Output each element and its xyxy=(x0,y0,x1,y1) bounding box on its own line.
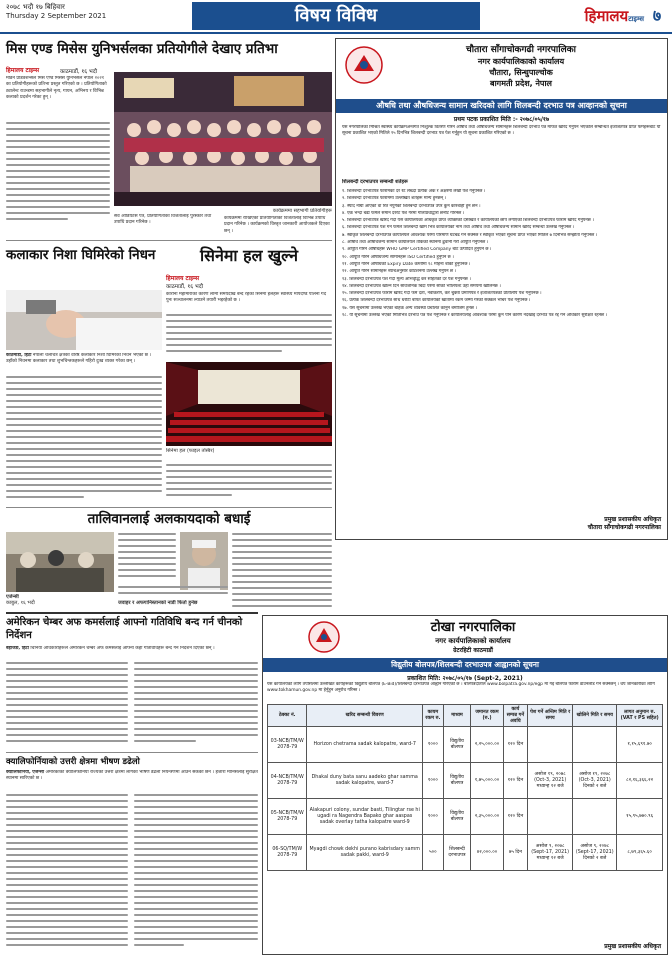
condition-item: १३. शिलबन्दी दरभाउपत्र पेश गर्दा मूल्य अभिवृद्धि कर सहितको दर पेश गर्नुपर्नेछ । xyxy=(342,276,471,282)
notice1-org xyxy=(396,45,646,89)
table-cell: असोज ९, २०७८ (Sept-17, 2021) दिनको २ बजे xyxy=(573,835,617,871)
condition-item: १५. शिलबन्दी दरभाउपत्र फाराम खरिद गर्दा फर्म दर्ता, नवीकरण, कर चुक्ता प्रमाणपत्र र इजाजतपत्रको प्रतिलिपि पेश गर्नुपर्नेछ । xyxy=(342,291,542,297)
article5-col1-lines xyxy=(6,662,128,748)
pageant-group-photo xyxy=(114,72,332,206)
article4-headline: तालिवानलाई अलकायदाको बधाई xyxy=(87,511,251,527)
condition-item: ८. औषधि तथा औषधिजन्य सामान कार्यालयले तोकेको स्थानमा ढुवानी गरी आपूर्ति गर्नुपर्नेछ । xyxy=(342,240,489,246)
article1-dateline: काठमाडौं, १६ भदौ xyxy=(60,69,98,75)
table-cell: १,७५,०००.०० xyxy=(471,763,503,799)
article5-text: चिनियाँ अधिकारीहरूले अमेरिकन चेम्बर अफ कमर्सलाई आफ्ना केही गतिविधिहरू बन्द गर्न निर्देशन दिएका छन् । xyxy=(30,646,215,651)
condition-item: ११. आपूर्ति गरिने औषधिको Expiry Date कम्तीमा १८ महिना बाँकी हुनुपर्नेछ । xyxy=(342,261,471,267)
article3-byline: हिमालय टाइम्स xyxy=(166,275,200,282)
notice2-org xyxy=(323,620,623,655)
article6-col2-lines xyxy=(134,794,258,954)
condition-item: १६. प्रत्येक शिलबन्दी दरभाउपत्र साथ धरौटी बापत कार्यालयको खातामा रकम जम्मा गरेको सक्कल भौचर पेश गर्नुपर्नेछ । xyxy=(342,298,531,304)
article4-signature: जवाहर र अफगानिस्तानको नाडी फिर्ता हुनेछ xyxy=(118,600,198,606)
table-cell: Myagdi chowk dekhi purano kabrisdary samm sadak pakki, ward-9 xyxy=(307,835,423,871)
org-line: नगर कार्यपालिकाको कार्यालय xyxy=(477,57,565,66)
table-cell: १००० xyxy=(423,763,444,799)
table-cell: शिलबन्दी दरभाउपत्र xyxy=(443,835,471,871)
header-date xyxy=(6,3,106,21)
divider xyxy=(6,752,258,753)
condition-item: ७. स्वीकृत शिलबन्दी दरभाउपत्र कार्यालयले आवश्यक परेमा परिमाण घटबढ गर्न सक्नेछ र स्वीकृत भएको सूचना प्राप्त भएको मितिले ७ दिनभित्र सम्झौता गर्नुपर्नेछ । xyxy=(342,232,598,238)
table-row xyxy=(268,799,663,835)
table-cell xyxy=(573,799,617,835)
org-name: टोखा नगरपालिका xyxy=(430,620,516,635)
article4-caption-block xyxy=(6,594,114,608)
condition-item: ५. शिलबन्दी दरभाउपत्र खरिद गर्दा यस कार्यालयको अधिकृत प्राप्त व्यक्तिको दस्तखत र कार्यालयको छाप लगाएको शिलबन्दी दरभाउपत्र फाराम खरिद गर्नुपर्नेछ । xyxy=(342,218,594,224)
article6-body xyxy=(6,770,258,790)
table-cell: ७५ दिन xyxy=(503,835,527,871)
table-cell: १२० दिन xyxy=(503,799,527,835)
cinema-hall-photo xyxy=(166,362,332,446)
article2-body-lines xyxy=(6,376,162,506)
leader-portrait-photo xyxy=(180,532,228,590)
article2-dateline: काठमाडौं, हिटो xyxy=(6,353,32,358)
notice1-conditions-list xyxy=(342,189,662,497)
divider xyxy=(6,507,332,508)
sign-title: प्रमुख प्रशासकीय अधिकृत xyxy=(604,516,661,523)
org-address: ग्रेटरहिटी काठमाडौं xyxy=(453,647,493,654)
article3-caption: सिनेमा हल (फाइल तस्बिर) xyxy=(166,448,215,454)
column-header: कार्य सम्पन्न गर्ने अवधि xyxy=(503,705,527,727)
column-header: खरिद सम्बन्धी विवरण xyxy=(307,705,423,727)
article6-headline: क्यालिफोर्नियाको उत्तरी क्षेत्रमा भीषण डढेलो xyxy=(6,757,140,767)
article3-headline: सिनेमा हल खुल्ने xyxy=(199,246,298,265)
section-title: विषय विविध xyxy=(192,2,480,30)
date-nepali: २०७८ भदौ १७ बिहिवार xyxy=(6,3,65,11)
table-cell: १००० xyxy=(423,799,444,835)
column-header: खोलिने मिति र समय xyxy=(573,705,617,727)
notice2-date: प्रकाशित मिति: २०७८/०५/१७ (Sept-2, 2021) xyxy=(407,675,523,682)
table-cell: १२० दिन xyxy=(503,727,527,763)
notice1-title: औषधि तथा औषधिजन्य सामान खरिदको लागि शिलबन्दी दरभाउ पत्र आव्हानको सूचना xyxy=(336,99,667,113)
article6-dateline: क्यालिफोर्निया, एजेन्सी xyxy=(6,770,45,775)
org-sub: नगर कार्यपालिकाको कार्यालय xyxy=(435,637,511,645)
article6-text: अमेरिकाको क्यालिफोर्निया राज्यको उत्तरी क्षेत्रमा लागेको भीषण डढेलो नियन्त्रणमा आउन सकेको छैन । हजारौं मानिसलाई सुरक्षित स्थानमा सारिएको छ । xyxy=(6,770,258,782)
notice1-date: प्रथम पटक प्रकाशित मिति :- २०७८/०५/१७ xyxy=(453,116,550,123)
table-cell: असोज १९, २०७८ (Oct-3, 2021) मध्यान्ह १२ बजे xyxy=(528,763,573,799)
table-cell: 05-NCB/TM/W 2078-79 xyxy=(268,799,307,835)
article4-source: एजेन्सी xyxy=(6,594,19,600)
table-cell xyxy=(573,727,617,763)
org-line: चौतारा, सिन्धुपाल्चोक xyxy=(489,68,553,77)
tokha-notice xyxy=(262,615,668,955)
table-cell: विद्युतीय बोलपत्र xyxy=(443,799,471,835)
article4-col2b-lines xyxy=(118,586,228,598)
table-cell: १,१५,६९१.७० xyxy=(617,727,663,763)
article3-dateline: काठमाडौं, १६ भदौ xyxy=(166,284,204,290)
divider xyxy=(6,240,332,241)
article3-body: कोरोना महामारीका कारण लामो समयदेखि बन्द रहेका सिनेमा हलहरू स्वास्थ्य मापदण्ड पालना गर्दै पुनः सञ्चालनमा ल्याउने तयारी भइरहेको छ । xyxy=(166,292,327,304)
condition-item: ६. शिलबन्दी दरभाउपत्र पेश गर्ने फर्मले शिलबन्दी खाम भित्र कार्यालयको नाम तथा औषधि तथा औषधिजन्य सामान खरिद सम्बन्धी उल्लेख गर्नुपर्नेछ । xyxy=(342,225,575,231)
taliban-photo xyxy=(6,532,114,592)
article5-headline: अमेरिकन चेम्बर अफ कमर्सलाई आफ्नो गतिविधि बन्द गर्न चीनको निर्देशन xyxy=(6,617,243,641)
masthead-logo xyxy=(585,6,644,26)
article4-col4-lines xyxy=(232,533,332,613)
tender-table xyxy=(267,704,663,871)
article1-body-col1 xyxy=(6,122,110,234)
article1-caption: कार्यक्रममा सहभागी प्रतियोगीहरू xyxy=(272,208,332,214)
table-header-row xyxy=(268,705,663,727)
sign-org: चौतारा साँगाचोकगढी नगरपालिका xyxy=(587,524,661,531)
table-cell: विद्युतीय बोलपत्र xyxy=(443,727,471,763)
article4-col2-lines xyxy=(118,533,176,583)
notice1-signature xyxy=(588,515,661,531)
table-cell: 06-SQ/TM/W 2078-79 xyxy=(268,835,307,871)
condition-item: १८. यो सूचनामा उल्लेख भएको मितिभित्र दरभाउ पत्र पेश गर्नुपर्नेछ र कार्यालयलाई आवश्यक परेमा कुनै पनि कारण नदेखाई दरभाउ पत्र रद्द गर्ने अधिकार सुरक्षित रहनेछ । xyxy=(342,313,608,319)
condition-item: १०. आपूर्ति गरिने औषधिजन्य सामानहरू ISO Certified हुनुपर्ने छ । xyxy=(342,254,454,260)
table-cell: 04-NCB/TM/W 2078-79 xyxy=(268,763,307,799)
table-row xyxy=(268,835,663,871)
org-line: बागमती प्रदेश, नेपाल xyxy=(490,79,552,88)
notice2-intro: यस कार्यालयको लागि तपसिलमा उल्लेखित कार्यहरूको विद्युतीय बोलपत्र (E-Bid)/शिलबन्दी दरभाउपत्र आह्वान गरिएको छ । बोलपत्रदाताले www.bolpatra.gov.np/egp मा गई बोलपत्र फाराम डाउनलोड गर्न सक्नेछन् । थप जानकारीका लागि www.tokhamun.gov.np मा हेर्नुहुन अनुरोध गरिन्छ । xyxy=(267,682,655,694)
article2-body xyxy=(6,353,162,373)
nisha-ghimire-photo xyxy=(6,290,162,350)
table-cell: विद्युतीय बोलपत्र xyxy=(443,763,471,799)
condition-item: ४. एक भन्दा बढी फर्मले समान दररेट पेश गरेमा गोलाप्रथाद्वारा छनौट गरिनेछ । xyxy=(342,210,465,216)
column-header: जमानत रकम (रु.) xyxy=(471,705,503,727)
notice1-intro: यस नगरपालिका मिश्रित स्वास्थ्य कार्यक्रमअन्तर्गत निःशुल्क वितरण गरिने औषधि तथा औषधिजन्य सामानहरू शिलबन्दी दरभाउ पत्र मार्फत खरिद गर्नुपर्ने भएकोले सम्बन्धित इजाजतपत्र प्राप्त फर्महरूबाट यो सूचना प्रकाशित भएको मितिले १५ दिनभित्र शिलबन्दी दरभाउ पत्र पेश गर्नुहुन यो सूचना प्रकाशित गरिएको छ । xyxy=(342,125,661,137)
column-header: कायम रकम रु. xyxy=(423,705,444,727)
table-cell xyxy=(528,727,573,763)
table-row xyxy=(268,763,663,799)
condition-item: १२. आपूर्ति गरिने सामानहरू ब्याचअनुसार कोटेशनमा उल्लेख गर्नुपर्ने छ । xyxy=(342,269,457,275)
page-header xyxy=(0,0,672,34)
article2-headline: कलाकार निशा घिमिरेको निधन xyxy=(6,247,156,263)
article4-dateline: काबुल, १६ भदौ xyxy=(6,600,35,606)
table-cell: १००० xyxy=(423,727,444,763)
date-english: Thursday 2 September 2021 xyxy=(6,12,107,20)
table-body xyxy=(268,727,663,871)
column-header: ठेक्का नं. xyxy=(268,705,307,727)
table-cell: ८२,१६,३६६.२२ xyxy=(617,763,663,799)
article6-col1-lines xyxy=(6,794,128,954)
article1-col3: कार्यक्रममा राखिएको प्रतियोगिताको विजेतालाई विभिन्न उपाधि प्रदान गरिनेछ । कार्यक्रमको विस्तृत जानकारी आयोजकले दिएका छन् । xyxy=(224,216,330,234)
nepal-emblem-icon xyxy=(342,45,386,85)
table-cell: २,२५,०००.०० xyxy=(471,727,503,763)
condition-item: १७. यस सूचनामा उल्लेख भएका बाहेक अन्य व्यवस्था प्रचलित कानुन बमोजिम हुनेछ । xyxy=(342,305,477,311)
notice2-signature: प्रमुख प्रशासकीय अधिकृत xyxy=(604,943,661,950)
condition-item: १४. शिलबन्दी दरभाउपत्र खोल्ने दिन सार्वजनिक बिदा परेमा सोको भोलिपल्ट उही समयमा खोलिनेछ । xyxy=(342,283,501,289)
article3-body-lines xyxy=(166,314,332,358)
table-cell: Dhakal duny bata sanu aadeko ghar samma sadak kalopatre, ward-7 xyxy=(307,763,423,799)
table-cell: Alakapuri colony, sundar basti, Tilingtar rse hi ugadi ra Nagendra Bapako ghar aaspas sadak overlay tatha kalopatre ward-9 xyxy=(307,799,423,835)
table-cell: असोज १९, २०७८ (Oct-3, 2021) दिनको २ बजे xyxy=(573,763,617,799)
table-cell: असोज ९, २०७८ (Sept-17, 2021) मध्यान्ह १२ बजे xyxy=(528,835,573,871)
table-cell: १२० दिन xyxy=(503,763,527,799)
article1-col2: सर्वे ओडियेटर्स पत्र, प्रतियोगिताका विजेतालाई पुरस्कार तथा उपाधि प्रदान गरिनेछ । xyxy=(114,214,212,226)
table-cell: Horizon chetrama sadak kalopatre, ward-7 xyxy=(307,727,423,763)
table-cell: ५०० xyxy=(423,835,444,871)
condition-item: ९. आपूर्ति गरिने औषधिहरू WHO GMP Certified Company बाट उत्पादित हुनुपर्ने छ । xyxy=(342,247,492,253)
condition-item: ३. स्याद नाघी आएको वा रित नपुगेको शिलबन्दी दरभाउपत्र उपर कुनै कारबाही हुने छैन । xyxy=(342,203,481,209)
condition-item: २. शिलबन्दी दरभाउपत्र फाराममा उल्लेखित शर्तहरू मान्य हुनेछन् । xyxy=(342,196,447,202)
table-cell: ८,७९,३६५.६० xyxy=(617,835,663,871)
article1-lead: मोडर्न प्रोडक्शन्सले मिस एण्ड मिसेस युनिभर्सल नेपाल २०२१ का प्रतियोगीहरूको प्रतिभा प्रस्तुत गरिएको छ । प्रतियोगिताको ट्यालेन्ट राउन्डमा सहभागीले नृत्य, गायन, अभिनय र विभिन्न कलाको प्रदर्शन गरेका हुन् । xyxy=(6,76,107,101)
page-number: ७ xyxy=(652,6,662,25)
divider xyxy=(6,612,258,614)
article1-byline: हिमालय टाइम्स xyxy=(6,67,40,74)
table-cell: ४२,०००.०० xyxy=(471,835,503,871)
logo-sub: टाइम्स xyxy=(628,14,644,23)
table-cell: १५,९५,७७०.९६ xyxy=(617,799,663,835)
table-row xyxy=(268,727,663,763)
article5-body xyxy=(6,646,258,659)
article3-body-lines-2 xyxy=(166,464,332,504)
article2-text: नेपाली चलचित्र क्षेत्रकी वरिष्ठ कलाकार निशा घिमिरेको निधन भएको छ । उहाँको निधनमा कलाकार तथा शुभचिन्तकहरूले गहिरो दुःख व्यक्त गरेका छन् । xyxy=(6,353,152,365)
org-line: चौतारा साँगाचोकगढी नगरपालिका xyxy=(466,45,576,55)
notice1-conditions-title: शिलबन्दी दरभाउपत्र सम्बन्धी शर्तहरू xyxy=(342,179,408,185)
article1-headline: मिस एण्ड मिसेस युनिभर्सलका प्रतियोगीले देखाए प्रतिभा xyxy=(6,41,278,57)
column-header: माध्यम xyxy=(443,705,471,727)
article5-col2-lines xyxy=(134,662,258,748)
notice2-title: विद्युतीय बोलपत्र/शिलबन्दी दरभाउपत्र आह्वानको सूचना xyxy=(263,658,667,672)
article5-dateline: बेइजिङ, हिटो xyxy=(6,646,29,651)
table-cell: २,३५,०००.०० xyxy=(471,799,503,835)
table-cell xyxy=(528,799,573,835)
column-header: पेश गर्ने अन्तिम मिति र समय xyxy=(528,705,573,727)
chautara-notice xyxy=(335,38,668,540)
column-header: लागत अनुमान रु. (VAT र PS सहित) xyxy=(617,705,663,727)
condition-item: १. शिलबन्दी दरभाउपत्र फारामका दर रेट लेख्दा प्रत्येक अंक र अक्षरमा लेखी पेश गर्नुपर्नेछ । xyxy=(342,189,486,194)
logo-text: हिमालय xyxy=(584,7,629,25)
table-cell: 03-NCB/TM/W 2078-79 xyxy=(268,727,307,763)
